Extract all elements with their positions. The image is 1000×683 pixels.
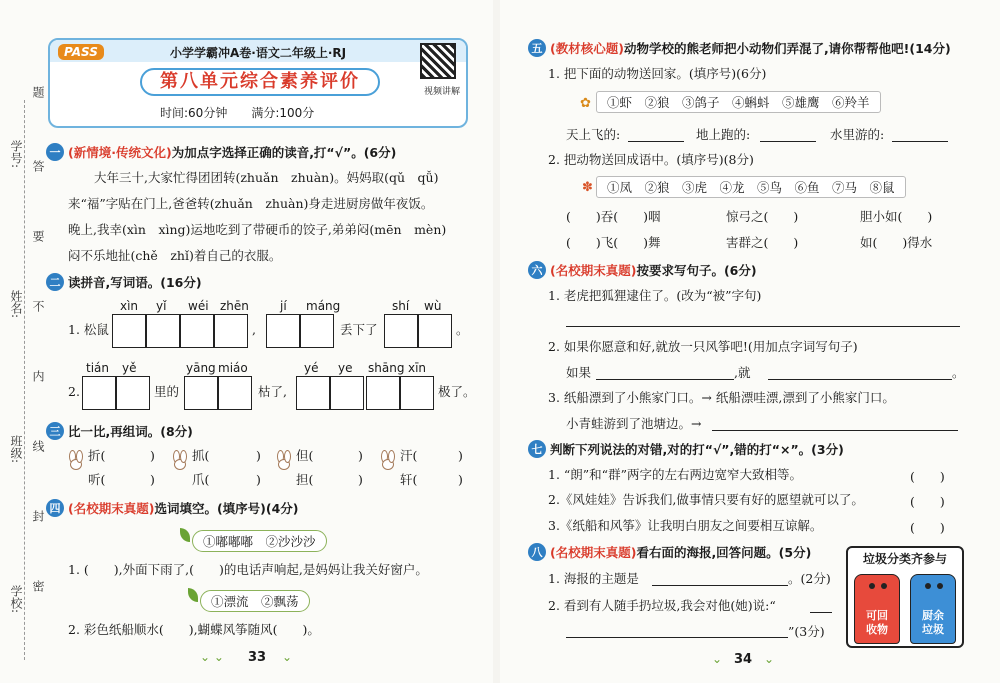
section-6-heading <box>528 261 757 279</box>
sentence-text: 里的 <box>154 384 180 399</box>
section-tag: (名校期末真题) <box>550 545 637 560</box>
section-1-heading <box>46 143 396 161</box>
question-text: 2. 彩色纸船顺水( ),蝴蝶风筝随风( )。 <box>68 622 320 637</box>
statement: 3.《纸船和风筝》让我明白朋友之间要相互谅解。 <box>548 518 823 533</box>
answer-box[interactable] <box>112 314 146 348</box>
passage-line: 来“福”字贴在门上,爸爸转(zhuǎn zhuàn)身走进厨房做年夜饭。 <box>68 196 434 211</box>
statement: 2.《风娃娃》告诉我们,做事情只要有好的愿望就可以了。 <box>548 492 864 507</box>
bin-label: 可回收物 <box>866 609 888 636</box>
idiom-blank[interactable]: 胆小如( ) <box>860 209 933 224</box>
leaf-icon <box>180 528 190 542</box>
section-8-heading <box>528 543 811 561</box>
paren-close: ) <box>358 448 363 463</box>
char-pair-item: 折( <box>88 448 106 463</box>
bee-icon: ✿ <box>580 96 591 111</box>
gutter-label-id: 学号: <box>9 140 23 169</box>
section-title: 读拼音,写词语。(16分) <box>68 275 202 290</box>
bin-face <box>867 583 889 597</box>
char-pair-item: 但( <box>296 448 314 463</box>
section-number: 八 <box>528 543 546 561</box>
qr-caption: 视频讲解 <box>423 87 460 97</box>
section-title: 动物学校的熊老师把小动物们弄混了,请你帮帮他吧!(14分) <box>623 41 951 56</box>
gutter-label-name: 姓名: <box>9 290 23 319</box>
category-label: 水里游的: <box>830 127 885 142</box>
paren-close: ) <box>256 472 261 487</box>
bin-label: 厨余垃圾 <box>922 609 944 636</box>
section-title: 比一比,再组词。(8分) <box>68 424 193 439</box>
sprout-icon: ⌄ <box>712 652 723 666</box>
gutter-label-class: 班级: <box>9 435 23 464</box>
judge-blank[interactable]: ( ) <box>910 494 945 509</box>
pinyin: xìn <box>120 299 139 313</box>
pinyin: xīn <box>408 361 427 375</box>
sentence-text: 极了。 <box>438 384 476 399</box>
question-text: 2. 看到有人随手扔垃圾,我会对他(她)说:“ <box>548 598 776 613</box>
gutter-mark: 答 <box>31 160 45 172</box>
section-title: 选词填空。(填序号)(4分) <box>154 501 299 516</box>
pinyin: yāng <box>186 361 216 375</box>
pinyin: zhēn <box>220 299 249 313</box>
section-4-heading <box>46 499 299 517</box>
answer-line[interactable] <box>768 379 952 380</box>
recycling-poster <box>846 546 964 648</box>
paren-close: ) <box>150 448 155 463</box>
gutter-mark: 内 <box>31 370 45 382</box>
exam-header <box>48 38 468 128</box>
qr-code-icon[interactable] <box>420 43 456 79</box>
sprout-icon: ⌄ <box>764 652 775 666</box>
statement: 1. “朗”和“群”两字的左右两边宽窄大致相等。 <box>548 467 802 482</box>
pinyin: jí <box>280 299 287 313</box>
gutter-mark: 线 <box>31 440 45 452</box>
rabbit-icon <box>172 450 188 472</box>
judge-blank[interactable]: ( ) <box>910 520 945 535</box>
kitchen-waste-bin-icon <box>910 574 956 644</box>
question-text: 2. 把动物送回成语中。(填序号)(8分) <box>548 152 754 167</box>
bin-face <box>923 583 945 597</box>
sentence-text: 小青蛙游到了池塘边。→ <box>566 416 702 431</box>
section-2-heading <box>46 273 202 291</box>
answer-box[interactable] <box>218 376 252 410</box>
answer-box[interactable] <box>366 376 400 410</box>
pinyin: shāng <box>368 361 405 375</box>
gutter-label-school: 学校: <box>9 585 23 614</box>
score-note: 。(2分) <box>788 571 831 586</box>
answer-line[interactable] <box>892 141 948 142</box>
passage-line: 大年三十,大家忙得团团转(zhuǎn zhuàn)。妈妈取(qǔ qǚ) <box>94 170 439 185</box>
category-label: 地上跑的: <box>696 127 751 142</box>
char-pair-item: 抓( <box>192 448 210 463</box>
answer-line[interactable] <box>596 379 734 380</box>
animal-list: ①凤 ②狼 ③虎 ④龙 ⑤鸟 ⑥鱼 ⑦马 ⑧鼠 <box>596 176 906 198</box>
gutter-mark: 不 <box>31 300 45 312</box>
answer-box[interactable] <box>296 376 330 410</box>
paren-close: ) <box>358 472 363 487</box>
answer-line[interactable] <box>712 430 958 431</box>
passage-line: 晚上,我幸(xìn xìng)运地吃到了带硬币的饺子,弟弟闷(mēn mèn) <box>68 222 447 237</box>
question-text: 1. 老虎把狐狸逮住了。(改为“被”字句) <box>548 288 762 303</box>
punctuation: 。 <box>456 322 469 337</box>
answer-line[interactable] <box>652 585 788 586</box>
char-pair-item: 听( <box>88 472 106 487</box>
answer-box[interactable] <box>146 314 180 348</box>
rabbit-icon <box>276 450 292 472</box>
rabbit-icon <box>68 450 84 472</box>
pinyin: miáo <box>218 361 248 375</box>
char-pair-item: 轩( <box>400 472 418 487</box>
section-tag: (名校期末真题) <box>68 501 155 516</box>
sentence-text: 如果 <box>566 365 592 380</box>
question-text: 1. 把下面的动物送回家。(填序号)(6分) <box>548 66 767 81</box>
sentence-text: 丢下了 <box>340 322 378 337</box>
passage-line: 闷不乐地扯(chě zhǐ)着自己的衣服。 <box>68 248 282 263</box>
char-pair-item: 爪( <box>192 472 210 487</box>
pinyin: yǐ <box>156 299 167 313</box>
question-text: 2. 如果你愿意和好,就放一只风筝吧!(用加点字词写句子) <box>548 339 858 354</box>
seal-line <box>24 100 25 660</box>
section-number: 五 <box>528 39 546 57</box>
section-5-heading <box>528 39 951 57</box>
word-options: ①漂流 ②飘荡 <box>200 590 310 612</box>
pinyin: shí <box>392 299 410 313</box>
question-prefix: 1. 松鼠 <box>68 322 109 337</box>
category-label: 天上飞的: <box>566 127 621 142</box>
pinyin: tián <box>86 361 109 375</box>
judge-blank[interactable]: ( ) <box>910 469 945 484</box>
question-text: 3. 纸船漂到了小熊家门口。→ 纸船漂哇漂,漂到了小熊家门口。 <box>548 390 895 405</box>
answer-line[interactable] <box>628 141 684 142</box>
sprout-icon: ⌄ ⌄ <box>200 650 224 664</box>
leaf-icon <box>188 588 198 602</box>
paren-close: ) <box>458 448 463 463</box>
char-pair-item: 汗( <box>400 448 418 463</box>
answer-line[interactable] <box>760 141 816 142</box>
binding-gutter <box>6 30 46 670</box>
answer-line[interactable] <box>566 637 788 638</box>
idiom-blank[interactable]: 惊弓之( ) <box>726 209 799 224</box>
section-tag: (名校期末真题) <box>550 263 637 278</box>
series-title: 小学学霸冲A卷·语文二年级上·RJ <box>170 46 347 60</box>
paren-close: ) <box>458 472 463 487</box>
section-3-heading <box>46 422 193 440</box>
char-pair-item: 担( <box>296 472 314 487</box>
answer-box[interactable] <box>184 376 218 410</box>
answer-box[interactable] <box>384 314 418 348</box>
paren-close: ) <box>256 448 261 463</box>
sentence-text: 枯了, <box>258 384 287 399</box>
pinyin: yé <box>304 361 319 375</box>
pinyin: wéi <box>188 299 209 313</box>
answer-box[interactable] <box>330 376 364 410</box>
question-text: 1. 海报的主题是 <box>548 571 639 586</box>
section-number: 七 <box>528 440 546 458</box>
section-title: 为加点字选择正确的读音,打“√”。(6分) <box>171 145 397 160</box>
section-number: 三 <box>46 422 64 440</box>
answer-line[interactable] <box>810 612 832 613</box>
idiom-blank[interactable]: ( )飞( )舞 <box>566 235 661 250</box>
answer-box[interactable] <box>418 314 452 348</box>
section-title: 按要求写句子。(6分) <box>636 263 757 278</box>
question-prefix: 2. <box>68 384 80 399</box>
section-number: 二 <box>46 273 64 291</box>
gutter-mark: 题 <box>31 86 45 98</box>
punctuation: , <box>252 322 256 337</box>
recyclable-bin-icon <box>854 574 900 644</box>
poster-title: 垃圾分类齐参与 <box>862 552 947 566</box>
sprout-icon: ⌄ <box>282 650 293 664</box>
page-title: 第八单元综合素养评价 <box>140 68 380 96</box>
page-number: 34 <box>734 652 753 667</box>
gutter-mark: 密 <box>31 580 45 592</box>
answer-box[interactable] <box>266 314 300 348</box>
paren-close: ) <box>150 472 155 487</box>
gutter-mark: 要 <box>31 230 45 242</box>
section-tag: (新情境·传统文化) <box>68 145 172 160</box>
answer-box[interactable] <box>400 376 434 410</box>
idiom-blank[interactable]: ( )吞( )咽 <box>566 209 661 224</box>
left-page <box>0 0 493 683</box>
page-number: 33 <box>248 650 267 665</box>
pinyin: máng <box>306 299 341 313</box>
exam-meta: 时间:60分钟 满分:100分 <box>160 106 315 120</box>
pinyin: wù <box>424 299 442 313</box>
pinyin: ye <box>338 361 353 375</box>
answer-box[interactable] <box>180 314 214 348</box>
brand-logo: PASS <box>58 44 104 60</box>
section-title: 看右面的海报,回答问题。(5分) <box>636 545 812 560</box>
animal-list: ①虾 ②狼 ③鸽子 ④蝌蚪 ⑤雄鹰 ⑥羚羊 <box>596 91 881 113</box>
score-note: ”(3分) <box>788 624 825 639</box>
flower-icon: ✽ <box>582 180 593 195</box>
idiom-blank[interactable]: 害群之( ) <box>726 235 799 250</box>
section-title: 判断下列说法的对错,对的打“√”,错的打“×”。(3分) <box>550 442 844 457</box>
answer-box[interactable] <box>116 376 150 410</box>
section-7-heading <box>528 440 844 458</box>
idiom-blank[interactable]: 如( )得水 <box>860 235 933 250</box>
answer-box[interactable] <box>300 314 334 348</box>
section-number: 一 <box>46 143 64 161</box>
answer-box[interactable] <box>82 376 116 410</box>
gutter-mark: 封 <box>31 510 45 522</box>
question-text: 1. ( ),外面下雨了,( )的电话声响起,是妈妈让我关好窗户。 <box>68 562 428 577</box>
section-number: 四 <box>46 499 64 517</box>
answer-line[interactable] <box>566 326 960 327</box>
answer-box[interactable] <box>214 314 248 348</box>
section-tag: (教材核心题) <box>550 41 624 56</box>
rabbit-icon <box>380 450 396 472</box>
punctuation: 。 <box>952 365 965 380</box>
pinyin: yě <box>122 361 137 375</box>
section-number: 六 <box>528 261 546 279</box>
word-options: ①嘟嘟嘟 ②沙沙沙 <box>192 530 327 552</box>
sentence-text: ,就 <box>734 365 751 380</box>
